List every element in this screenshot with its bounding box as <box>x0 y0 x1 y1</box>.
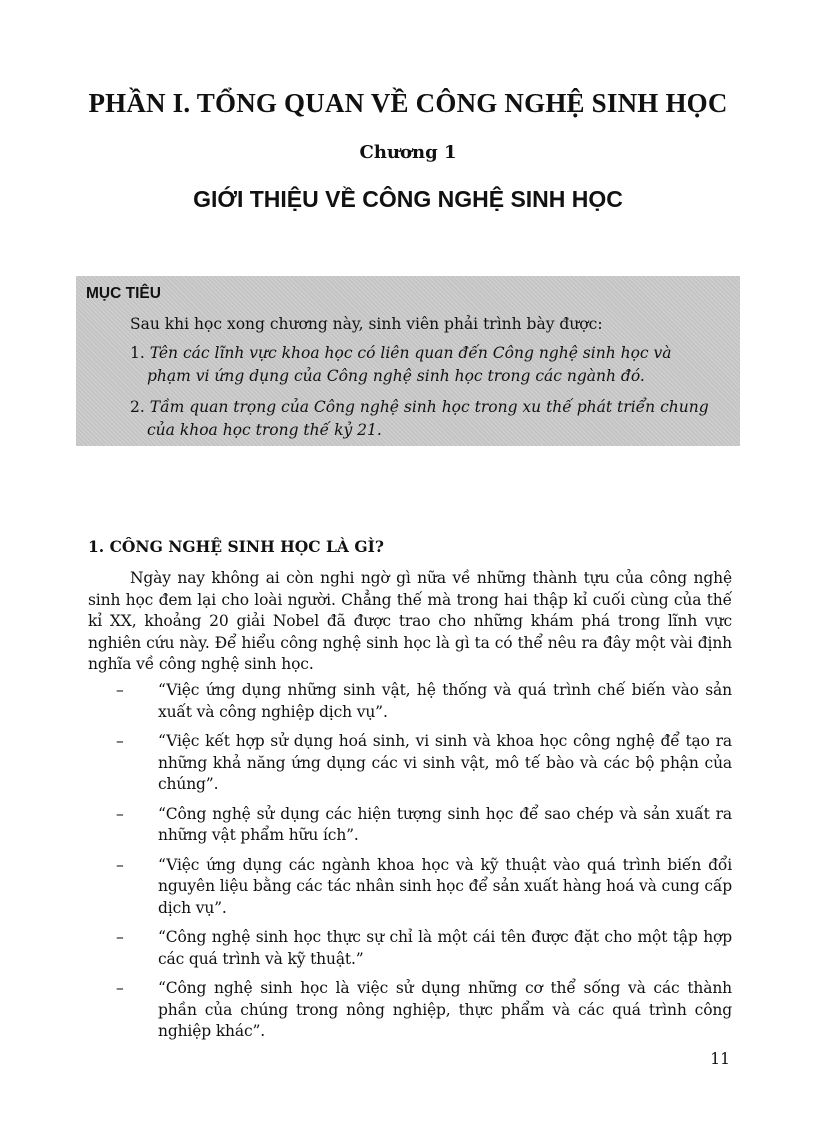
objective-item <box>130 342 730 388</box>
chapter-label: Chương 1 <box>359 142 457 163</box>
list-dash: – <box>116 928 124 946</box>
definition-list <box>88 680 732 1051</box>
definition-text: “Công nghệ sinh học là việc sử dụng những cơ thể sống và các thành phần của chúng trong nông nghiệp, thực phẩm và các quá trình công nghiệp khác”. <box>158 979 732 1040</box>
objective-number: 2. <box>130 398 145 416</box>
definition-item <box>88 855 732 920</box>
objectives-intro: Sau khi học xong chương này, sinh viên phải trình bày được: <box>130 315 603 333</box>
definition-item <box>88 680 732 723</box>
objective-number: 1. <box>130 344 145 362</box>
intro-paragraph: Ngày nay không ai còn nghi ngờ gì nữa về những thành tựu của công nghệ sinh học đem lại cho loài người. Chẳng thế mà trong hai thập kỉ cuối cùng của thế kỉ XX, khoảng 20 giải Nobel đã được trao cho những khám phá trong lĩnh vực nghiên cứu này. Để hiểu công nghệ sinh học là gì ta có thể nêu ra đây một vài định nghĩa về công nghệ sinh học. <box>88 569 732 673</box>
section-heading: 1. CÔNG NGHỆ SINH HỌC LÀ GÌ? <box>88 537 384 556</box>
definition-item <box>88 978 732 1043</box>
definition-item <box>88 927 732 970</box>
page-number: 11 <box>710 1050 730 1068</box>
definition-text: “Việc kết hợp sử dụng hoá sinh, vi sinh và khoa học công nghệ để tạo ra những khả năng ứng dụng các vi sinh vật, mô tế bào và các bộ phận của chúng”. <box>158 732 732 793</box>
objective-text-continued: của khoa học trong thế kỷ 21. <box>147 421 382 439</box>
part-title: PHẦN I. TỔNG QUAN VỀ CÔNG NGHỆ SINH HỌC <box>88 88 728 118</box>
objective-text: Tầm quan trọng của Công nghệ sinh học trong xu thế phát triển chung <box>149 398 709 416</box>
objective-text-continued: phạm vi ứng dụng của Công nghệ sinh học trong các ngành đó. <box>147 367 645 385</box>
objectives-heading: MỤC TIÊU <box>86 285 161 302</box>
chapter-title: GIỚI THIỆU VỀ CÔNG NGHỆ SINH HỌC <box>193 186 623 212</box>
list-dash: – <box>116 979 124 997</box>
list-dash: – <box>116 732 124 750</box>
definition-text: “Việc ứng dụng những sinh vật, hệ thống và quá trình chế biến vào sản xuất và công nghiệp dịch vụ”. <box>158 681 732 721</box>
objective-text: Tên các lĩnh vực khoa học có liên quan đến Công nghệ sinh học và <box>149 344 672 362</box>
definition-item <box>88 731 732 796</box>
definition-text: “Công nghệ sinh học thực sự chỉ là một cái tên được đặt cho một tập hợp các quá trình và kỹ thuật.” <box>158 928 732 968</box>
definition-text: “Công nghệ sử dụng các hiện tượng sinh học để sao chép và sản xuất ra những vật phẩm hữu ích”. <box>158 804 732 844</box>
list-dash: – <box>116 855 124 874</box>
objective-item <box>130 396 730 442</box>
list-dash: – <box>116 804 124 823</box>
list-dash: – <box>116 681 124 699</box>
definition-item <box>88 804 732 847</box>
objectives-box <box>76 276 740 446</box>
definition-text: “Việc ứng dụng các ngành khoa học và kỹ thuật vào quá trình biến đổi nguyên liệu bằng các tác nhân sinh học để sản xuất hàng hoá và cung cấp dịch vụ”. <box>158 855 732 917</box>
